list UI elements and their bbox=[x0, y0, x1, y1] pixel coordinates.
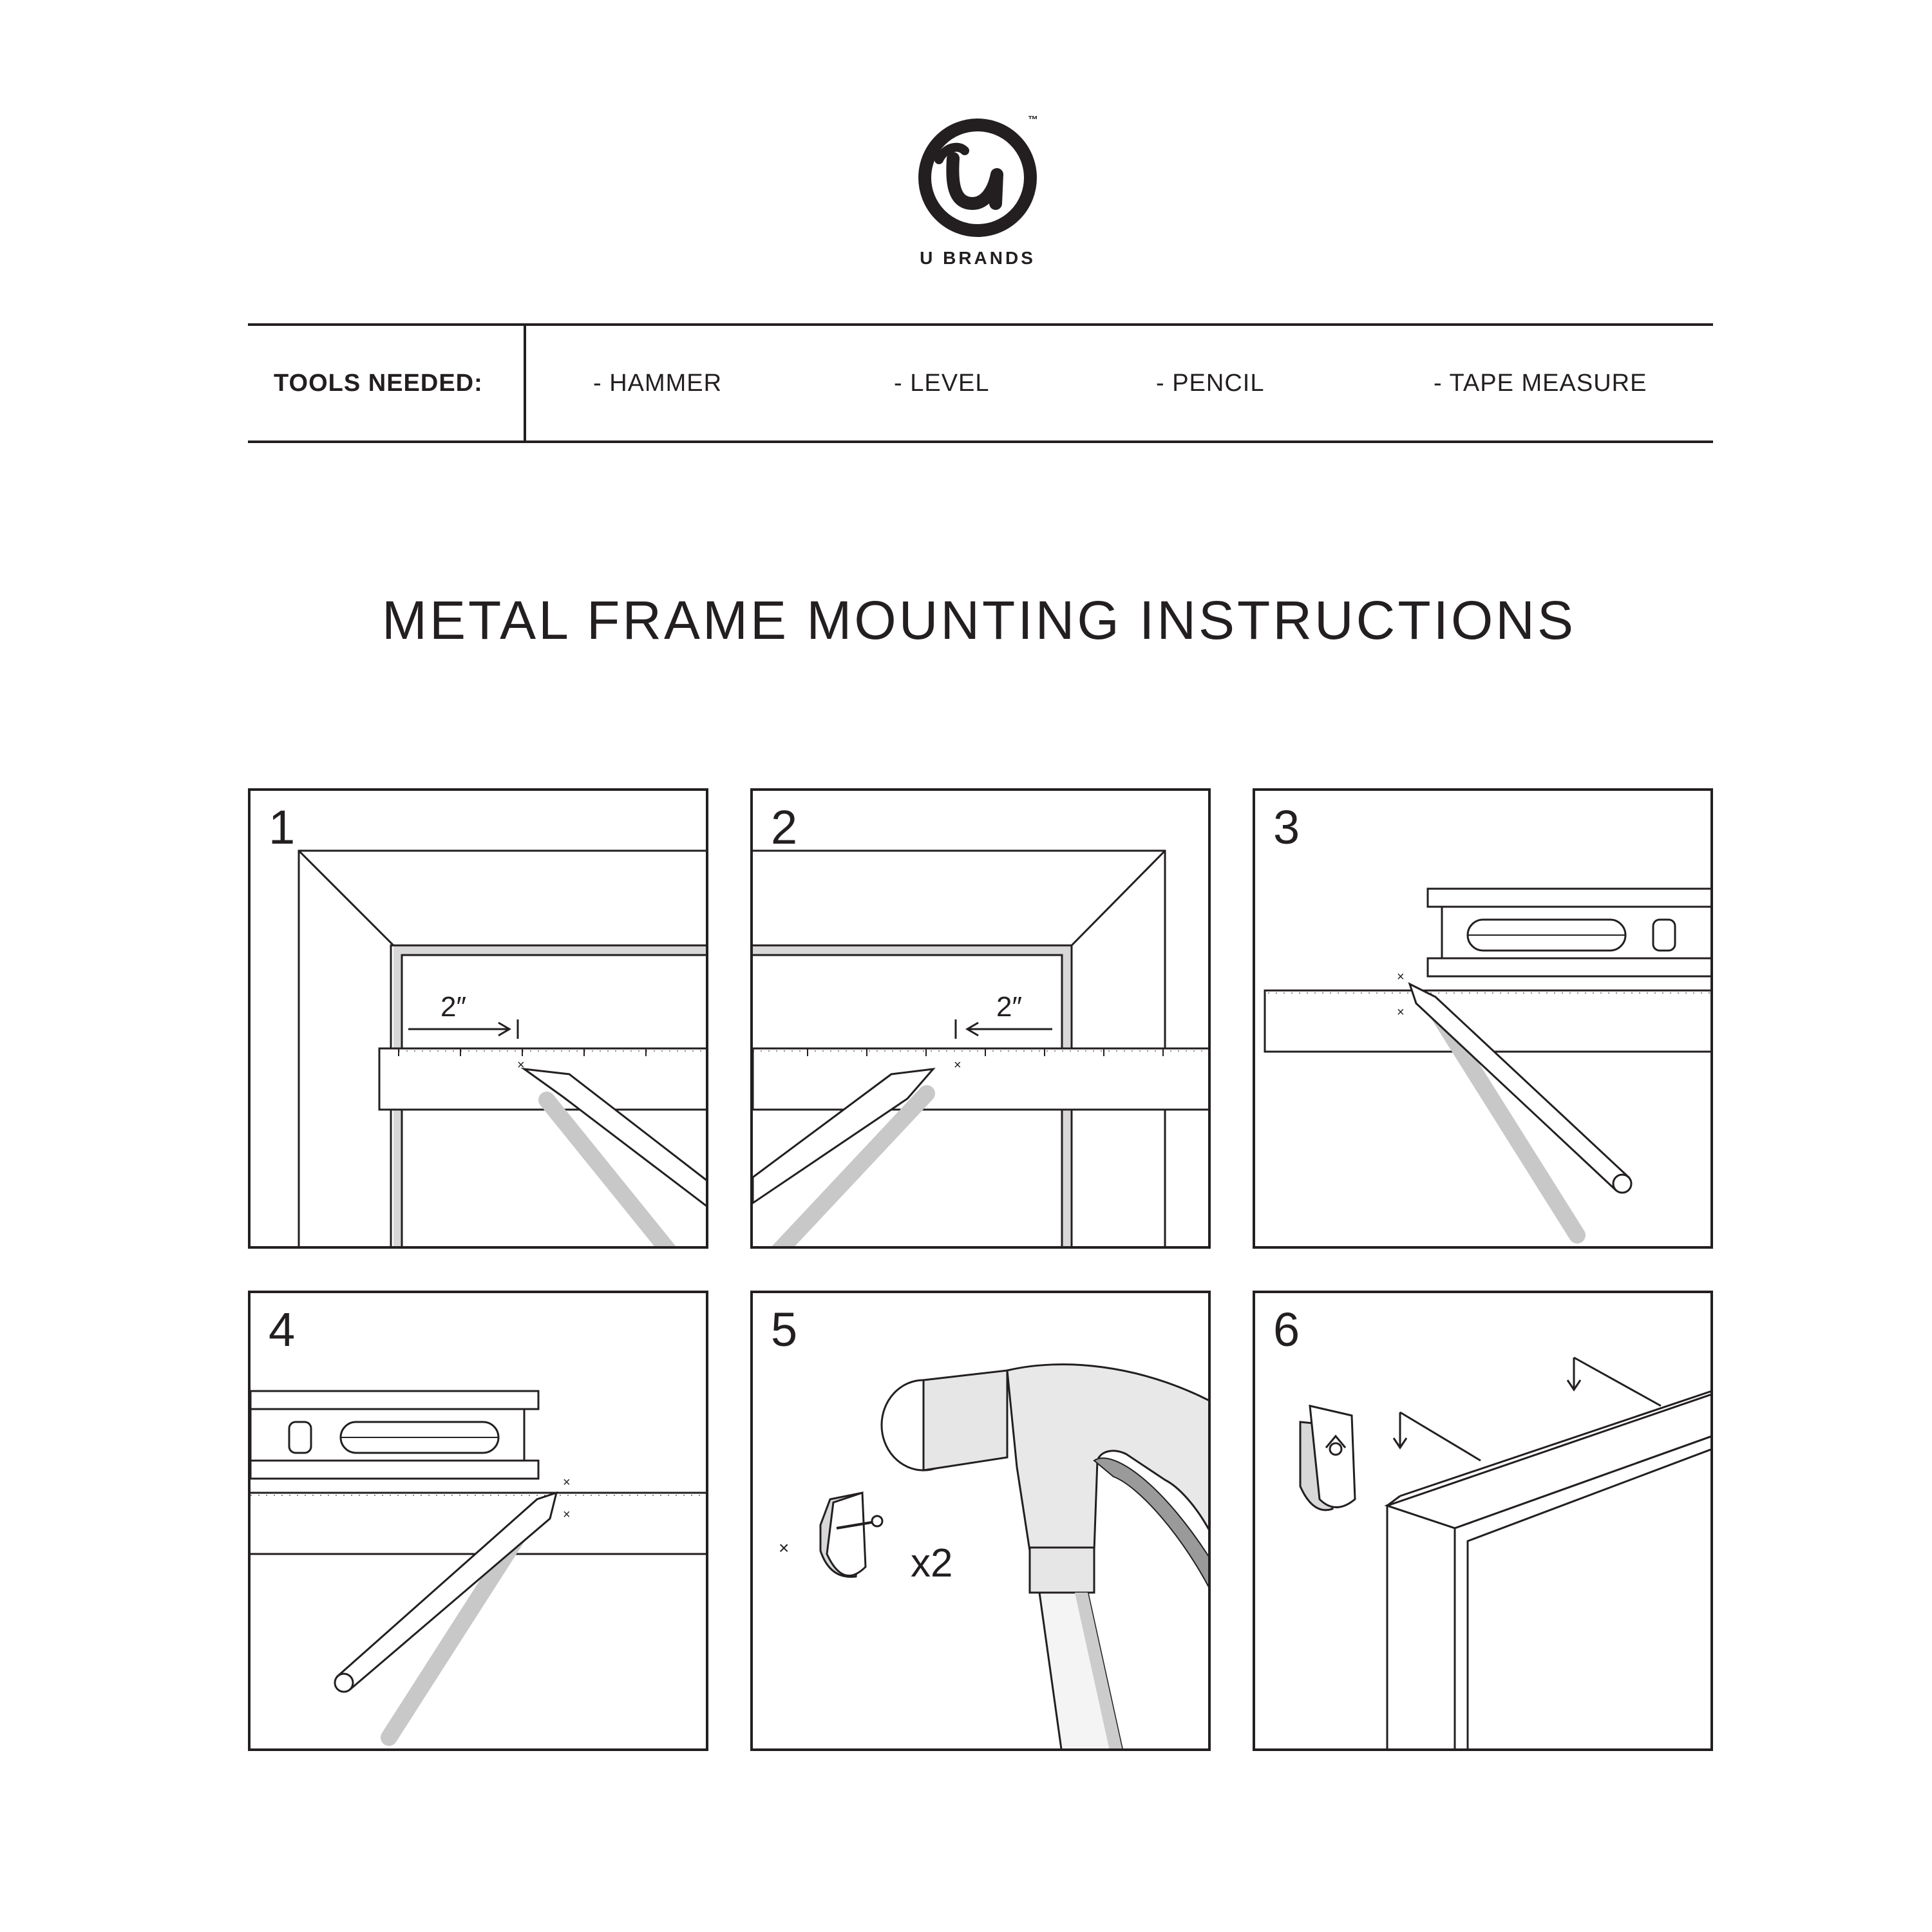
tools-needed-bar bbox=[248, 323, 1713, 443]
step-number: 4 bbox=[269, 1303, 296, 1356]
svg-text:×: × bbox=[517, 1058, 525, 1072]
tape-measure-icon bbox=[1265, 990, 1713, 1052]
tools-needed-label: TOOLS NEEDED: bbox=[274, 370, 483, 397]
frame-icon bbox=[1387, 1390, 1713, 1751]
svg-text:×: × bbox=[563, 1475, 571, 1490]
tape-measure-icon bbox=[251, 1493, 708, 1554]
page-title: METAL FRAME MOUNTING INSTRUCTIONS bbox=[382, 590, 1576, 650]
hang-frame-illustration bbox=[1255, 1293, 1713, 1751]
step-6-panel bbox=[1253, 1291, 1713, 1751]
step-number: 5 bbox=[771, 1303, 798, 1356]
tool-pencil: - PENCIL bbox=[1156, 370, 1265, 397]
quantity-label: x2 bbox=[911, 1541, 953, 1586]
tool-hammer: - HAMMER bbox=[593, 370, 723, 397]
brand-name: U BRANDS bbox=[920, 248, 1036, 268]
svg-text:×: × bbox=[954, 1058, 961, 1072]
step-number: 6 bbox=[1273, 1303, 1300, 1356]
tape-measure-icon bbox=[753, 1048, 1211, 1110]
level-and-mark-illustration bbox=[1255, 791, 1713, 1249]
hammer-hanger-illustration bbox=[753, 1293, 1211, 1751]
step-number: 1 bbox=[269, 800, 296, 854]
step-4-panel bbox=[248, 1291, 708, 1751]
tools-divider bbox=[524, 326, 526, 440]
step-number: 3 bbox=[1273, 800, 1300, 854]
svg-text:×: × bbox=[779, 1538, 790, 1558]
level-icon bbox=[1428, 889, 1713, 907]
level-icon bbox=[251, 1391, 538, 1409]
measure-label: 2″ bbox=[996, 991, 1023, 1023]
level-and-second-mark-illustration bbox=[251, 1293, 708, 1751]
svg-text:×: × bbox=[1397, 1005, 1405, 1019]
step-number: 2 bbox=[771, 800, 798, 854]
step-1-panel bbox=[248, 788, 708, 1249]
tool-tape-measure: - TAPE MEASURE bbox=[1434, 370, 1647, 397]
trademark-symbol: ™ bbox=[1028, 115, 1038, 126]
tool-level: - LEVEL bbox=[894, 370, 990, 397]
logo-mark-icon bbox=[913, 113, 1042, 242]
measure-label: 2″ bbox=[440, 991, 467, 1023]
frame-measure-right-illustration bbox=[753, 791, 1211, 1249]
step-5-panel bbox=[750, 1291, 1211, 1751]
step-2-panel bbox=[750, 788, 1211, 1249]
svg-text:×: × bbox=[563, 1508, 571, 1522]
frame-measure-left-illustration bbox=[251, 791, 708, 1249]
step-3-panel bbox=[1253, 788, 1713, 1249]
svg-text:×: × bbox=[1397, 970, 1405, 984]
